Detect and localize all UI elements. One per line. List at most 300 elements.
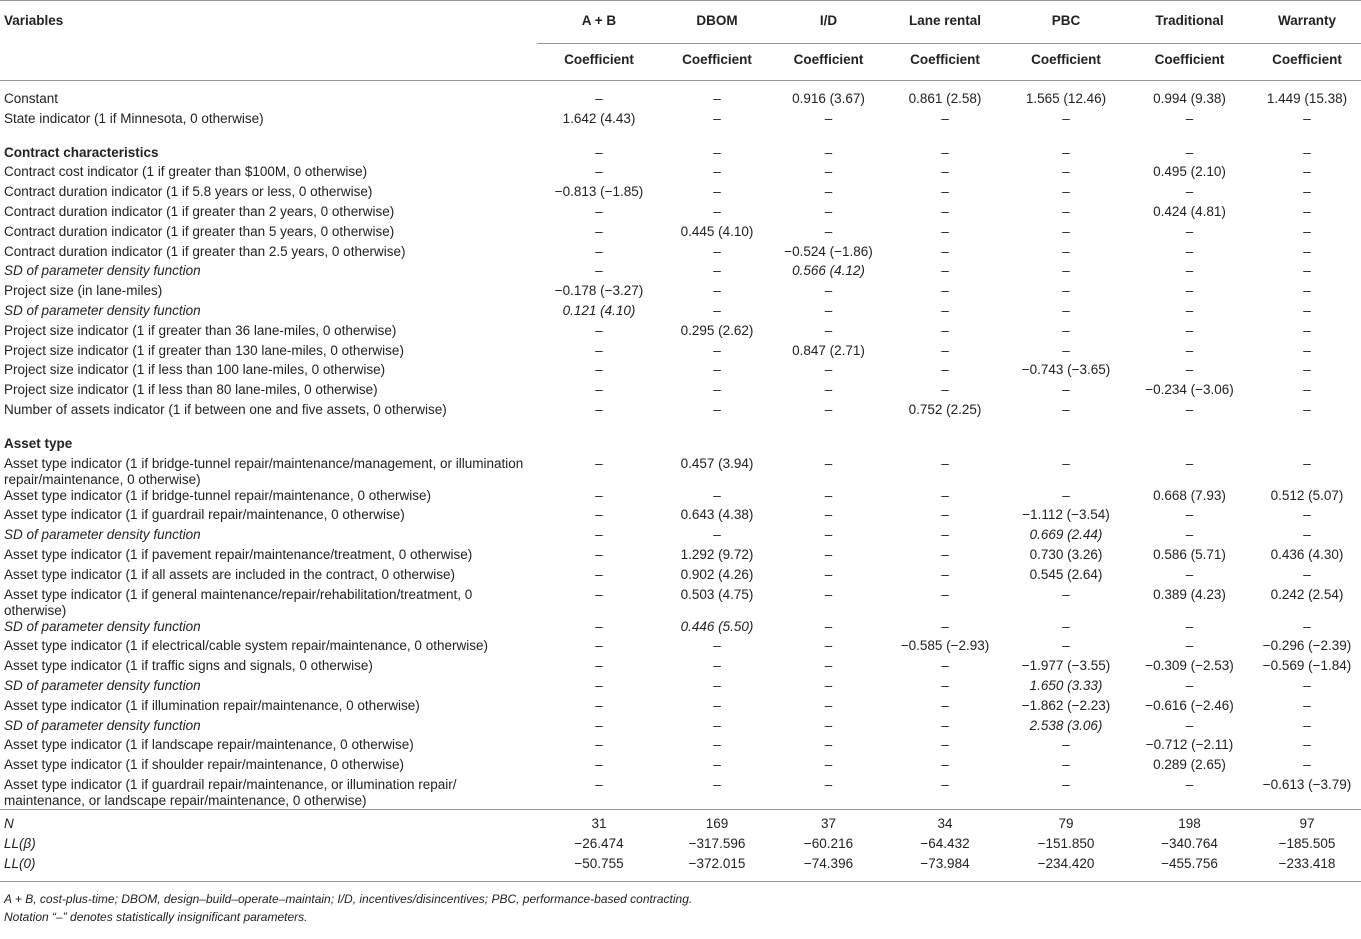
coefficient-cell: – bbox=[1303, 401, 1311, 417]
coefficient-cell bbox=[1126, 422, 1253, 456]
coefficient-cell: – bbox=[1185, 618, 1194, 634]
coefficient-cell: – bbox=[713, 263, 721, 279]
coefficient-cell: 0.902 (4.26) bbox=[680, 566, 754, 582]
coefficient-cell bbox=[884, 422, 1006, 456]
coefficient-cell: – bbox=[1062, 342, 1070, 358]
coefficient-cell: – bbox=[1062, 243, 1070, 259]
coefficient-subheader: Coefficient bbox=[1253, 44, 1361, 81]
coefficient-cell: – bbox=[941, 342, 949, 358]
coefficient-cell: −0.309 (−2.53) bbox=[1145, 658, 1234, 674]
table-row bbox=[0, 658, 1361, 678]
coefficient-cell: – bbox=[941, 527, 949, 543]
table-row bbox=[0, 777, 1361, 810]
column-header: PBC bbox=[1006, 1, 1126, 44]
coefficient-cell: – bbox=[1185, 342, 1194, 358]
coefficient-cell: 0.242 (2.54) bbox=[1270, 586, 1344, 602]
coefficient-cell bbox=[661, 422, 773, 456]
variable-label: Project size indicator (1 if greater than 36 lane-miles, 0 otherwise) bbox=[4, 322, 397, 338]
stat-cell: 169 bbox=[661, 809, 773, 835]
stat-cell: 34 bbox=[884, 809, 1006, 835]
variable-label: Asset type indicator (1 if electrical/cable system repair/maintenance, 0 otherwise) bbox=[4, 638, 488, 654]
table-row bbox=[0, 303, 1361, 323]
coefficient-cell: – bbox=[1303, 566, 1311, 582]
coefficient-cell: – bbox=[1185, 638, 1194, 654]
coefficient-cell: – bbox=[595, 342, 603, 358]
coefficient-cell: 0.586 (5.71) bbox=[1153, 546, 1226, 562]
coefficient-cell: – bbox=[824, 737, 833, 753]
column-header: I/D bbox=[773, 1, 884, 44]
coefficient-cell: – bbox=[1062, 618, 1070, 634]
variable-label: Contract cost indicator (1 if greater than $100M, 0 otherwise) bbox=[4, 164, 368, 180]
table-row bbox=[0, 678, 1361, 698]
coefficient-cell: – bbox=[1303, 110, 1311, 126]
stats-row bbox=[0, 809, 1361, 835]
section-label: Asset type bbox=[4, 435, 73, 451]
coefficient-cell: – bbox=[1062, 110, 1070, 126]
coefficient-cell: – bbox=[1185, 322, 1194, 338]
table-row bbox=[0, 698, 1361, 718]
coefficient-cell: – bbox=[941, 144, 949, 160]
coefficient-cell: – bbox=[713, 717, 721, 733]
variable-label: Asset type indicator (1 if all assets are included in the contract, 0 otherwise) bbox=[4, 566, 455, 582]
variable-label: Contract duration indicator (1 if greater than 2 years, 0 otherwise) bbox=[4, 203, 395, 219]
coefficient-cell: – bbox=[824, 322, 833, 338]
coefficient-cell: – bbox=[824, 507, 833, 523]
coefficient-cell: – bbox=[1185, 455, 1194, 471]
coefficient-cell: – bbox=[941, 566, 949, 582]
coefficient-cell: – bbox=[1185, 717, 1194, 733]
coefficient-cell: – bbox=[941, 223, 949, 239]
coefficient-subheader: Coefficient bbox=[773, 44, 884, 81]
coefficient-cell: – bbox=[941, 263, 949, 279]
variable-label: State indicator (1 if Minnesota, 0 otherwise) bbox=[4, 110, 264, 126]
table-row bbox=[0, 619, 1361, 639]
table-row bbox=[0, 164, 1361, 184]
variable-label: SD of parameter density function bbox=[4, 677, 201, 693]
coefficient-cell: – bbox=[941, 322, 949, 338]
column-header: Traditional bbox=[1126, 1, 1253, 44]
coefficient-cell: 0.446 (5.50) bbox=[680, 618, 754, 634]
coefficient-cell: – bbox=[595, 776, 603, 792]
coefficient-cell: 0.495 (2.10) bbox=[1153, 164, 1226, 180]
coefficient-cell: – bbox=[1185, 677, 1194, 693]
variable-label: Asset type indicator (1 if landscape repair/maintenance, 0 otherwise) bbox=[4, 737, 414, 753]
coefficient-cell: – bbox=[713, 677, 721, 693]
coefficient-cell: 0.643 (4.38) bbox=[680, 507, 754, 523]
coefficient-cell: – bbox=[941, 164, 949, 180]
coefficient-cell: – bbox=[1062, 455, 1070, 471]
coefficient-cell: – bbox=[713, 110, 721, 126]
coefficient-cell: – bbox=[595, 507, 603, 523]
coefficient-cell: – bbox=[713, 401, 721, 417]
coefficient-cell: – bbox=[824, 717, 833, 733]
coefficient-cell: – bbox=[941, 302, 949, 318]
table-row bbox=[0, 323, 1361, 343]
coefficient-cell: – bbox=[1303, 342, 1311, 358]
coefficient-subheader: Coefficient bbox=[537, 44, 661, 81]
table-row bbox=[0, 402, 1361, 422]
coefficient-cell: – bbox=[941, 382, 949, 398]
coefficient-cell: 1.642 (4.43) bbox=[562, 110, 636, 126]
coefficient-subheader: Coefficient bbox=[1006, 44, 1126, 81]
coefficient-cell: −0.178 (−3.27) bbox=[554, 283, 644, 299]
coefficient-cell: – bbox=[595, 737, 603, 753]
coefficient-cell: – bbox=[1062, 283, 1070, 299]
table-row bbox=[0, 757, 1361, 777]
coefficient-cell: – bbox=[824, 302, 833, 318]
variable-label: SD of parameter density function bbox=[4, 263, 201, 279]
coefficient-cell: 0.566 (4.12) bbox=[792, 263, 865, 279]
coefficient-cell: – bbox=[1303, 322, 1311, 338]
table-row bbox=[0, 263, 1361, 283]
coefficient-cell: −0.616 (−2.46) bbox=[1145, 697, 1234, 713]
coefficient-cell: – bbox=[824, 382, 833, 398]
coefficient-cell: 0.295 (2.62) bbox=[680, 322, 754, 338]
stat-label: LL(β) bbox=[4, 835, 36, 851]
coefficient-cell: – bbox=[824, 487, 833, 503]
coefficient-cell: – bbox=[941, 283, 949, 299]
coefficient-cell: – bbox=[713, 283, 721, 299]
table-row bbox=[0, 283, 1361, 303]
stat-cell: −234.420 bbox=[1006, 856, 1126, 882]
stat-cell: −60.216 bbox=[803, 835, 854, 851]
coefficient-cell: – bbox=[1062, 184, 1070, 200]
coefficient-cell: – bbox=[1303, 527, 1311, 543]
coefficient-subheader: Coefficient bbox=[884, 44, 1006, 81]
coefficient-cell: – bbox=[1062, 382, 1070, 398]
coefficient-cell: −0.613 (−3.79) bbox=[1262, 776, 1352, 792]
coefficient-cell: – bbox=[824, 203, 833, 219]
table-row bbox=[0, 507, 1361, 527]
table-row bbox=[0, 111, 1361, 131]
coefficient-cell: – bbox=[1062, 144, 1070, 160]
coefficient-cell: – bbox=[1185, 243, 1194, 259]
coefficient-cell: – bbox=[713, 487, 721, 503]
coefficient-cell: 1.449 (15.38) bbox=[1253, 81, 1361, 111]
variable-label: Asset type indicator (1 if illumination repair/maintenance, 0 otherwise) bbox=[4, 697, 420, 713]
coefficient-cell: – bbox=[941, 757, 949, 773]
variable-label: Contract duration indicator (1 if 5.8 years or less, 0 otherwise) bbox=[4, 184, 373, 200]
coefficient-cell: – bbox=[595, 546, 603, 562]
table-row bbox=[0, 81, 1361, 111]
coefficient-cell: – bbox=[595, 618, 603, 634]
column-header: DBOM bbox=[661, 1, 773, 44]
coefficient-cell: – bbox=[1185, 401, 1194, 417]
coefficient-cell: – bbox=[1303, 144, 1311, 160]
coefficient-cell: 1.565 (12.46) bbox=[1006, 81, 1126, 111]
coefficient-cell: – bbox=[1185, 776, 1194, 792]
coefficient-cell: – bbox=[1303, 757, 1311, 773]
coefficient-cell: – bbox=[1303, 618, 1311, 634]
coefficient-subheader: Coefficient bbox=[661, 44, 773, 81]
coefficient-cell: – bbox=[1303, 184, 1311, 200]
variable-label: Contract duration indicator (1 if greater than 2.5 years, 0 otherwise) bbox=[4, 243, 406, 259]
variable-label: SD of parameter density function bbox=[4, 302, 201, 318]
stat-cell: −372.015 bbox=[661, 856, 773, 882]
coefficient-cell: 0.669 (2.44) bbox=[1029, 527, 1103, 543]
variable-label: Asset type indicator (1 if traffic signs and signals, 0 otherwise) bbox=[4, 658, 373, 674]
coefficient-cell: – bbox=[595, 144, 603, 160]
stat-cell: 37 bbox=[773, 809, 884, 835]
coefficient-cell: – bbox=[1062, 302, 1070, 318]
variable-label: Number of assets indicator (1 if between one and five assets, 0 otherwise) bbox=[4, 401, 447, 417]
stat-cell: −73.984 bbox=[884, 856, 1006, 882]
coefficient-cell: – bbox=[824, 546, 833, 562]
table-body bbox=[0, 81, 1361, 882]
coefficient-cell: – bbox=[1303, 164, 1311, 180]
coefficient-cell: – bbox=[595, 362, 603, 378]
coefficient-cell: – bbox=[713, 243, 721, 259]
coefficient-cell: – bbox=[595, 566, 603, 582]
variable-label: Asset type indicator (1 if bridge-tunnel repair/maintenance, 0 otherwise) bbox=[4, 487, 431, 503]
variable-label: Project size indicator (1 if greater than 130 lane-miles, 0 otherwise) bbox=[4, 342, 404, 358]
coefficient-cell: – bbox=[1303, 737, 1311, 753]
table-row bbox=[0, 488, 1361, 508]
variable-label: Project size indicator (1 if less than 100 lane-miles, 0 otherwise) bbox=[4, 362, 386, 378]
coefficient-cell: – bbox=[1303, 223, 1311, 239]
coefficient-cell: – bbox=[1062, 737, 1070, 753]
coefficient-cell: – bbox=[595, 223, 603, 239]
coefficient-cell: – bbox=[1303, 697, 1311, 713]
coefficient-cell: – bbox=[1185, 144, 1194, 160]
coefficient-cell: – bbox=[941, 184, 949, 200]
coefficient-cell: 0.752 (2.25) bbox=[908, 401, 982, 417]
stat-cell: 79 bbox=[1006, 809, 1126, 835]
variable-label: Asset type indicator (1 if guardrail repair/maintenance, 0 otherwise) bbox=[4, 507, 405, 523]
coefficient-cell: – bbox=[941, 487, 949, 503]
coefficient-cell: – bbox=[941, 546, 949, 562]
coefficient-cell: – bbox=[1185, 302, 1194, 318]
coefficient-cell: 0.847 (2.71) bbox=[792, 342, 865, 358]
coefficient-cell: 0.994 (9.38) bbox=[1126, 81, 1253, 111]
coefficient-cell: – bbox=[713, 382, 721, 398]
coefficient-cell: – bbox=[824, 401, 833, 417]
stat-cell: −185.505 bbox=[1278, 835, 1336, 851]
coefficient-cell: – bbox=[941, 776, 949, 792]
coefficient-cell: – bbox=[824, 527, 833, 543]
stat-cell: 97 bbox=[1253, 809, 1361, 835]
stat-label: N bbox=[0, 809, 537, 835]
table-row bbox=[0, 244, 1361, 264]
coefficient-cell: – bbox=[713, 658, 721, 674]
coefficient-cell: 0.424 (4.81) bbox=[1153, 203, 1226, 219]
coefficient-cell: – bbox=[941, 618, 949, 634]
coefficient-cell: −0.524 (−1.86) bbox=[784, 243, 873, 259]
coefficient-cell: – bbox=[824, 164, 833, 180]
coefficient-cell: −1.862 (−2.23) bbox=[1021, 697, 1111, 713]
stat-cell: −50.755 bbox=[537, 856, 661, 882]
coefficient-cell: – bbox=[713, 164, 721, 180]
abbreviations-note: A + B, cost-plus-time; DBOM, design–build–operate–maintain; I/D, incentives/disincentives; PBC, performance-based contracting. bbox=[4, 892, 693, 907]
coefficient-cell: – bbox=[1303, 243, 1311, 259]
coefficient-cell: – bbox=[824, 658, 833, 674]
table-row bbox=[0, 224, 1361, 244]
coefficient-cell: 0.503 (4.75) bbox=[680, 586, 754, 602]
coefficient-cell: – bbox=[941, 586, 949, 602]
column-header: A + B bbox=[537, 1, 661, 44]
coefficient-cell: 0.445 (4.10) bbox=[680, 223, 754, 239]
coefficient-cell: – bbox=[1303, 455, 1311, 471]
variable-label: Asset type indicator (1 if shoulder repair/maintenance, 0 otherwise) bbox=[4, 757, 404, 773]
coefficient-cell: – bbox=[941, 362, 949, 378]
coefficient-cell: – bbox=[941, 455, 949, 471]
variable-label: Asset type indicator (1 if pavement repair/maintenance/treatment, 0 otherwise) bbox=[4, 546, 473, 562]
column-header: Warranty bbox=[1253, 1, 1361, 44]
variable-label: SD of parameter density function bbox=[4, 717, 201, 733]
coefficient-cell: −0.585 (−2.93) bbox=[900, 638, 990, 654]
coefficient-cell: – bbox=[824, 757, 833, 773]
coefficient-cell: – bbox=[1062, 203, 1070, 219]
coefficient-cell: – bbox=[1303, 507, 1311, 523]
stat-cell: −26.474 bbox=[574, 835, 624, 851]
variable-label: SD of parameter density function bbox=[4, 527, 201, 543]
coefficient-cell: – bbox=[595, 717, 603, 733]
coefficient-cell: – bbox=[595, 263, 603, 279]
stat-label: LL(0) bbox=[0, 856, 537, 882]
coefficient-cell: – bbox=[1062, 586, 1070, 602]
coefficient-cell: – bbox=[595, 487, 603, 503]
stat-cell: −455.756 bbox=[1126, 856, 1253, 882]
coefficient-cell: −0.712 (−2.11) bbox=[1145, 737, 1234, 753]
variable-label: Project size indicator (1 if less than 80 lane-miles, 0 otherwise) bbox=[4, 382, 378, 398]
coefficient-cell: −0.234 (−3.06) bbox=[1145, 382, 1234, 398]
variable-label: Project size (in lane-miles) bbox=[4, 283, 163, 299]
coefficient-cell: 0.730 (3.26) bbox=[1029, 546, 1103, 562]
coefficient-cell: 1.292 (9.72) bbox=[680, 546, 754, 562]
coefficient-cell: – bbox=[824, 697, 833, 713]
coefficient-cell: – bbox=[1185, 362, 1194, 378]
coefficient-cell: – bbox=[713, 144, 721, 160]
coefficient-cell: – bbox=[595, 322, 603, 338]
stats-row bbox=[0, 856, 1361, 882]
coefficient-cell: 0.121 (4.10) bbox=[562, 302, 636, 318]
coefficient-cell bbox=[773, 422, 884, 456]
coefficient-cell bbox=[537, 422, 661, 456]
variable-label: Asset type indicator (1 if general maintenance/repair/rehabilitation/treatment, 0 otherwise) bbox=[4, 586, 473, 618]
coefficient-cell bbox=[1253, 422, 1361, 456]
coefficient-cell: 0.512 (5.07) bbox=[1270, 487, 1344, 503]
coefficient-cell: −0.296 (−2.39) bbox=[1262, 638, 1352, 654]
coefficient-cell: – bbox=[713, 737, 721, 753]
coefficient-cell: 2.538 (3.06) bbox=[1029, 717, 1103, 733]
coefficient-cell: 0.545 (2.64) bbox=[1029, 566, 1103, 582]
table-row bbox=[0, 587, 1361, 619]
coefficient-cell: – bbox=[1185, 566, 1194, 582]
coefficient-cell: – bbox=[941, 677, 949, 693]
table-row bbox=[0, 547, 1361, 567]
table-row bbox=[0, 184, 1361, 204]
coefficient-subheader: Coefficient bbox=[1126, 44, 1253, 81]
coefficient-cell: 0.916 (3.67) bbox=[773, 81, 884, 111]
table-row bbox=[0, 204, 1361, 224]
coefficient-cell: – bbox=[713, 203, 721, 219]
coefficient-cell: – bbox=[713, 362, 721, 378]
coefficient-cell: – bbox=[595, 677, 603, 693]
coefficient-cell: – bbox=[595, 401, 603, 417]
coefficient-cell: – bbox=[1062, 223, 1070, 239]
coefficient-cell: – bbox=[595, 455, 603, 471]
coefficient-cell: – bbox=[824, 362, 833, 378]
variable-label: SD of parameter density function bbox=[4, 618, 201, 634]
header-row bbox=[0, 1, 1361, 44]
coefficient-cell: – bbox=[824, 144, 833, 160]
coefficient-cell: −0.813 (−1.85) bbox=[554, 184, 644, 200]
stat-cell: −74.396 bbox=[773, 856, 884, 882]
coefficient-cell: – bbox=[824, 566, 833, 582]
variables-header: Variables bbox=[0, 1, 537, 44]
stat-cell: 198 bbox=[1126, 809, 1253, 835]
variable-label: Contract duration indicator (1 if greater than 5 years, 0 otherwise) bbox=[4, 223, 395, 239]
coefficient-cell: 0.436 (4.30) bbox=[1270, 546, 1344, 562]
coefficient-cell: – bbox=[1062, 776, 1070, 792]
table-row bbox=[0, 527, 1361, 547]
coefficient-cell: – bbox=[713, 757, 721, 773]
coefficient-cell: – bbox=[537, 81, 661, 111]
coefficient-cell: −1.977 (−3.55) bbox=[1021, 658, 1111, 674]
coefficient-cell: – bbox=[661, 81, 773, 111]
coefficient-cell: – bbox=[595, 164, 603, 180]
coefficient-cell bbox=[1006, 422, 1126, 456]
coefficient-cell: – bbox=[595, 697, 603, 713]
coefficient-cell: – bbox=[824, 223, 833, 239]
coefficient-cell: – bbox=[1062, 401, 1070, 417]
coefficient-cell: – bbox=[941, 697, 949, 713]
coefficient-cell: – bbox=[1185, 507, 1194, 523]
coefficient-cell: 0.457 (3.94) bbox=[680, 455, 754, 471]
table-row bbox=[0, 718, 1361, 738]
coefficient-cell: – bbox=[824, 110, 833, 126]
variable-label: Constant bbox=[0, 81, 537, 111]
coefficient-cell: – bbox=[1303, 362, 1311, 378]
table-row bbox=[0, 343, 1361, 363]
stat-cell: 31 bbox=[537, 809, 661, 835]
coefficient-cell: – bbox=[1303, 382, 1311, 398]
coefficient-cell: – bbox=[824, 455, 833, 471]
stat-cell: −151.850 bbox=[1037, 835, 1095, 851]
coefficient-cell: 0.389 (4.23) bbox=[1153, 586, 1226, 602]
coefficient-cell: – bbox=[941, 658, 949, 674]
coefficient-cell: – bbox=[941, 737, 949, 753]
coefficient-cell: – bbox=[941, 507, 949, 523]
stat-cell: −233.418 bbox=[1253, 856, 1361, 882]
variable-label: Asset type indicator (1 if guardrail repair/maintenance, or illumination repair/ maintenance, or landscape repair/maintenance, 0 otherwise) bbox=[4, 776, 457, 808]
table-row bbox=[0, 638, 1361, 658]
coefficient-cell: 0.668 (7.93) bbox=[1153, 487, 1226, 503]
coefficient-cell: – bbox=[595, 527, 603, 543]
coefficient-cell: – bbox=[824, 677, 833, 693]
coefficient-cell: – bbox=[1303, 717, 1311, 733]
coefficient-cell: – bbox=[1303, 677, 1311, 693]
table-notes bbox=[0, 882, 1361, 926]
coefficient-cell: – bbox=[1062, 263, 1070, 279]
section-label: Contract characteristics bbox=[4, 144, 159, 160]
stat-cell: −340.764 bbox=[1161, 835, 1218, 851]
table-row bbox=[0, 737, 1361, 757]
coefficient-cell: – bbox=[1185, 283, 1194, 299]
notation-note: Notation “–” denotes statistically insignificant parameters. bbox=[4, 910, 308, 925]
coefficient-cell: – bbox=[595, 243, 603, 259]
coefficient-cell: – bbox=[1185, 263, 1194, 279]
coefficient-cell: – bbox=[595, 658, 603, 674]
coefficient-cell: – bbox=[713, 776, 721, 792]
coefficient-cell: – bbox=[941, 110, 949, 126]
coefficient-cell: – bbox=[824, 776, 833, 792]
coefficient-cell: – bbox=[1303, 263, 1311, 279]
coefficient-cell: – bbox=[1303, 302, 1311, 318]
coefficient-cell: 0.861 (2.58) bbox=[884, 81, 1006, 111]
coefficient-cell: – bbox=[824, 283, 833, 299]
column-header: Lane rental bbox=[884, 1, 1006, 44]
